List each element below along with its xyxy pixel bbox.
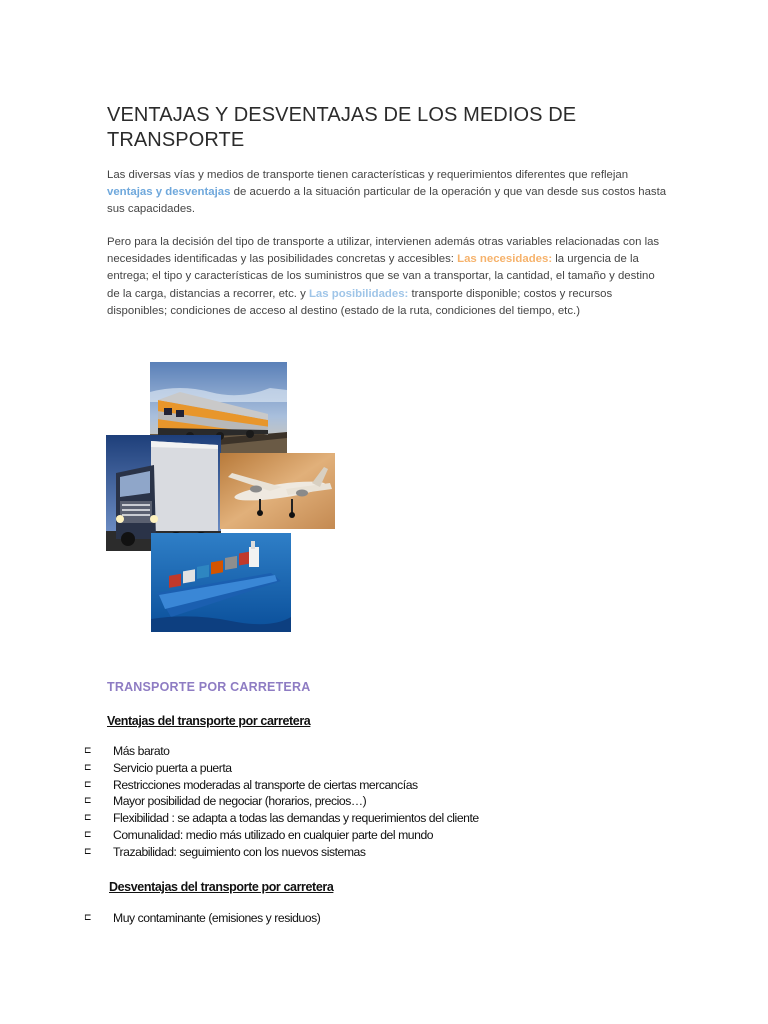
- bullet-icon: ⊏: [84, 745, 92, 755]
- list-item-text: Mayor posibilidad de negociar (horarios, precios…): [113, 794, 367, 809]
- list-item-text: Servicio puerta a puerta: [113, 760, 232, 775]
- bullet-icon: ⊏: [84, 778, 92, 789]
- bullet-icon: ⊏: [84, 845, 92, 856]
- list-item: [84, 793, 479, 810]
- posibilidades-highlight: Las posibilidades:: [308, 287, 409, 300]
- advantages-heading: Ventajas del transporte por carretera: [107, 714, 311, 728]
- list-item: [84, 827, 479, 844]
- necesidades-highlight: Las necesidades:: [457, 253, 553, 266]
- intro-text-2: de acuerdo a la situación particular de la operación y que van desde sus costos hasta sus capacidades.: [107, 186, 667, 216]
- bullet-icon: ⊏: [84, 912, 92, 922]
- airplane-image: [220, 453, 335, 529]
- decision-paragraph: [107, 234, 667, 320]
- bullet-icon: ⊏: [84, 828, 92, 839]
- decision-text-1: Pero para la decisión del tipo de transporte a utilizar, intervienen además otras variables relacionadas con las necesidades identificadas y las posibilidades concretas y accesibles:: [107, 236, 660, 266]
- decision-text-2: la urgencia de la entrega; el tipo y características de los suministros que se van a transportar, la cantidad, el tamaño y destino de la carga, distancias a recorrer, etc. y: [107, 253, 655, 300]
- transport-collage: [106, 361, 336, 634]
- section-heading: TRANSPORTE POR CARRETERA: [107, 680, 311, 694]
- bullet-icon: ⊏: [84, 795, 92, 806]
- decision-text-3: transporte disponible; costos y recursos disponibles; condiciones de acceso al destino (estado de la ruta, condiciones del tiempo, etc.): [107, 287, 613, 317]
- list-item-text: Más barato: [113, 744, 170, 758]
- list-item: [84, 910, 320, 927]
- list-item-text: Flexibilidad : se adapta a todas las demandas y requerimientos del cliente: [113, 811, 479, 826]
- cargo-ship-image: [151, 533, 291, 632]
- bullet-icon: ⊏: [84, 761, 92, 772]
- bullet-icon: ⊏: [84, 812, 92, 823]
- list-item: [84, 743, 479, 760]
- list-item: [84, 844, 479, 861]
- list-item: [84, 760, 479, 777]
- advantages-list: [84, 743, 479, 861]
- list-item-text: Trazabilidad: seguimiento con los nuevos sistemas: [113, 844, 366, 859]
- list-item: [84, 777, 479, 794]
- page-title: VENTAJAS Y DESVENTAJAS DE LOS MEDIOS DE TRANSPORTE: [107, 104, 577, 151]
- list-item-text: Restricciones moderadas al transporte de ciertas mercancías: [113, 777, 418, 792]
- disadvantages-heading: Desventajas del transporte por carretera: [109, 880, 334, 894]
- list-item-text: Comunalidad: medio más utilizado en cualquier parte del mundo: [113, 827, 434, 842]
- disadvantages-list: [84, 910, 320, 927]
- intro-text-1: Las diversas vías y medios de transporte tienen características y requerimientos diferentes que reflejan: [107, 169, 629, 181]
- list-item-text: Muy contaminante (emisiones y residuos): [113, 911, 321, 925]
- intro-paragraph: [107, 167, 667, 219]
- list-item: [84, 810, 479, 827]
- ventajas-desventajas-link[interactable]: ventajas y desventajas: [107, 186, 231, 199]
